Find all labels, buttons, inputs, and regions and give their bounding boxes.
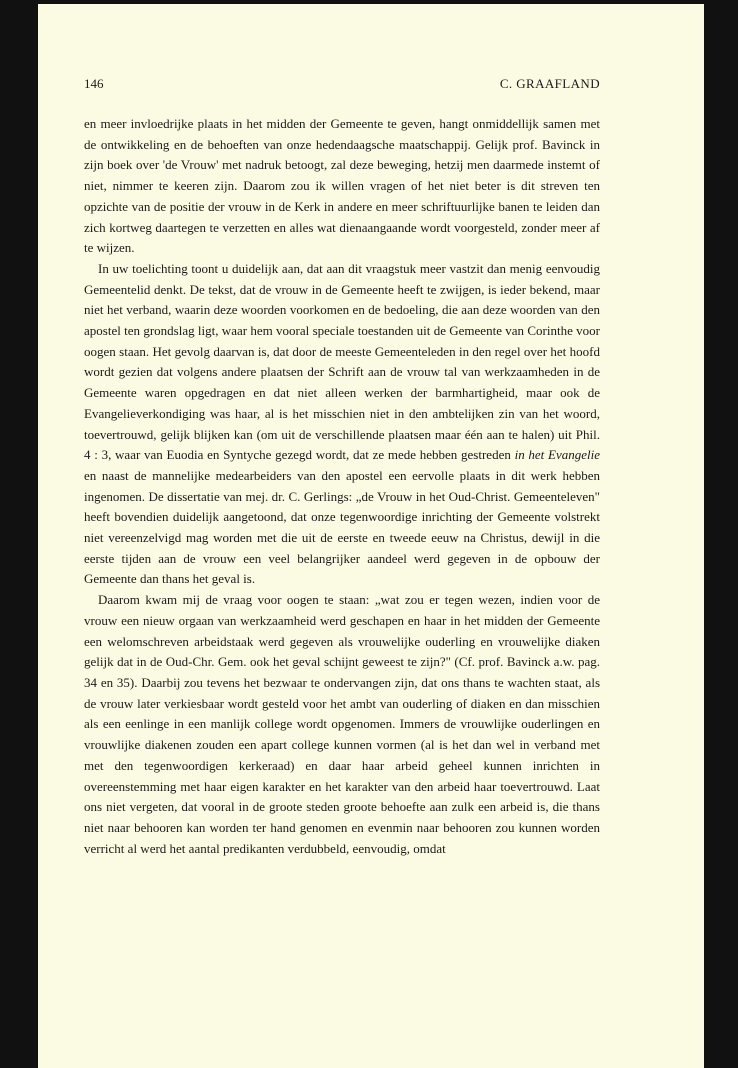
body-text bbox=[84, 114, 600, 859]
paragraph-2 bbox=[84, 259, 600, 590]
paragraph-2-part-2: en naast de mannelijke medearbeiders van den apostel een eervolle plaats in dit werk hebben ingenomen. De dissertatie van mej. dr. C. Gerlings: „de Vrouw in het Oud-Christ. Gemeenteleven" heeft bovendien duidelijk aangetoond, dat onze tegenwoordige inrichting der Gemeente volstrekt niet vereenzelvigd mag worden met die uit de eerste en tweede eeuw na Christus, dewijl in die eerste tijden aan de vrouw een veel belangrijker aandeel werd gegeven in de opbouw der Gemeente dan thans het geval is. bbox=[84, 467, 600, 587]
page-number: 146 bbox=[84, 76, 104, 91]
paragraph-2-part-1: In uw toelichting toont u duidelijk aan, dat aan dit vraagstuk meer vastzit dan menig eenvoudig Gemeentelid denkt. De tekst, dat de vrouw in de Gemeente heeft te zwijgen, is ieder bekend, maar niet het verband, waarin deze woorden voorkomen en de bedoeling, die aan deze woorden van den apostel ten grondslag ligt, waar hem vooral speciale toestanden uit de Gemeente van Corinthe voor oogen staan. Het gevolg daarvan is, dat door de meeste Gemeenteleden in den regel over het hoofd wordt gezien dat volgens andere plaatsen der Schrift aan de vrouw tal van werkzaamheden in de Gemeente waren opgedragen en dat niet alleen werken der barmhartigheid, maar ook de Evangelieverkondiging was haar, al is het misschien niet in den ambtelijken zin van het woord, toevertrouwd, gelijk blijken kan (om uit de verschillende plaatsen maar één aan te halen) uit Phil. 4 : 3, waar van Euodia en Syntyche gezegd wordt, dat ze mede hebben gestreden bbox=[84, 260, 600, 463]
paragraph-1: en meer invloedrijke plaats in het midden der Gemeente te geven, hangt onmiddellijk samen met de ontwikkeling en de behoeften van onze hedendaagsche maatschappij. Gelijk prof. Bavinck in zijn boek over 'de Vrouw' met nadruk betoogt, zal deze beweging, hetzij men daarmede instemt of niet, nimmer te keeren zijn. Daarom zou ik willen vragen of het niet beter is dit streven ten opzichte van de positie der vrouw in de Kerk in andere en meer schriftuurlijke banen te leiden dan zich kortweg daartegen te verzetten en alles wat dienaangaande wordt voorgesteld, zonder meer af te wijzen. bbox=[84, 116, 600, 256]
running-head-author: C. GRAAFLAND bbox=[499, 76, 600, 91]
page-header bbox=[84, 76, 600, 94]
paragraph-2-emphasis: in het Evangelie bbox=[514, 447, 600, 463]
paragraph-3: Daarom kwam mij de vraag voor oogen te staan: „wat zou er tegen wezen, indien voor de vrouw een nieuw orgaan van werkzaamheid werd geschapen en haar in het midden der Gemeente een welomschreven arbeidstaak werd gegeven als vrouwelijke ouderling en vrouwelijke diaken gelijk dat in de Oud-Chr. Gem. ook het geval schijnt geweest te zijn?" (Cf. prof. Bavinck a.w. pag. 34 en 35). Daarbij zou tevens het bezwaar te ondervangen zijn, dat ons thans te wachten staat, als de vrouw later verkiesbaar wordt gesteld voor het ambt van ouderling of diaken en dan misschien als een eenlinge in een manlijk college wordt opgenomen. Immers de vrouwlijke ouderlingen en vrouwlijke diakenen zouden een apart college kunnen vormen (al is het dan wel in verband met met den tegenwoordigen kerkeraad) en daar haar arbeid geheel kunnen inrichten in overeenstemming met haar eigen karakter en het karakter van den arbeid haar toevertrouwd. Laat ons niet vergeten, dat vooral in de groote steden groote behoefte aan zulk een arbeid is, die thans niet naar behooren kan worden ter hand genomen en evenmin naar behooren zou kunnen worden verricht al werd het aantal predikanten verdubbeld, eenvoudig, omdat bbox=[84, 592, 600, 856]
